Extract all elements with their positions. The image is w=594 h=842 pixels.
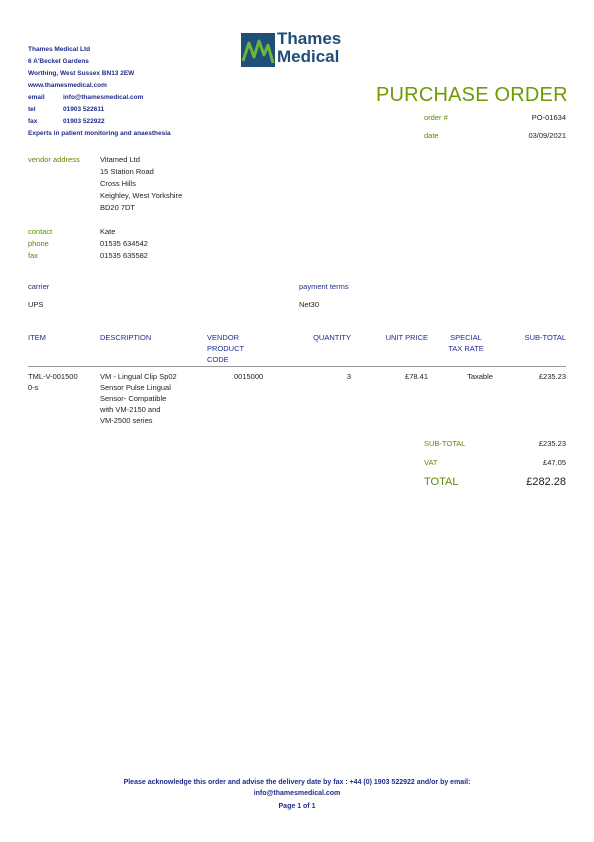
carrier-value: UPS bbox=[28, 300, 44, 309]
vendor-line-1: 15 Station Road bbox=[100, 167, 154, 176]
order-number-value: PO-01634 bbox=[531, 113, 566, 122]
row-item-line-1: TML-V-001500 bbox=[28, 372, 78, 381]
vendor-fax-value: 01535 635582 bbox=[100, 251, 148, 260]
carrier-label: carrier bbox=[28, 282, 50, 291]
row-subtotal: £235.23 bbox=[538, 372, 566, 381]
company-tel: 01903 522611 bbox=[63, 106, 105, 113]
vat-label: VAT bbox=[424, 458, 438, 467]
vendor-address-label: vendor address bbox=[28, 155, 80, 164]
company-email: info@thamesmedical.com bbox=[63, 94, 144, 101]
company-fax-row bbox=[28, 116, 268, 128]
tel-label: tel bbox=[28, 106, 36, 113]
payment-terms-label: payment terms bbox=[299, 282, 349, 291]
vendor-line-2: Cross Hills bbox=[100, 179, 136, 188]
company-address-1: 6 A'Becket Gardens bbox=[28, 58, 89, 65]
company-email-row bbox=[28, 92, 268, 104]
row-desc-line-5: VM-2500 series bbox=[100, 416, 153, 425]
company-website: www.thamesmedical.com bbox=[28, 82, 107, 89]
footer-note bbox=[60, 777, 534, 799]
footer-line-2: info@thamesmedical.com bbox=[253, 790, 341, 797]
logo-wordmark bbox=[277, 30, 341, 66]
subtotal-value: £235.23 bbox=[538, 439, 566, 448]
header-quantity: QUANTITY bbox=[313, 333, 351, 342]
company-address-2: Worthing, West Sussex BN13 2EW bbox=[28, 70, 135, 77]
header-special-tax-rate bbox=[440, 332, 492, 354]
company-tel-row bbox=[28, 104, 268, 116]
phone-label: phone bbox=[28, 239, 49, 248]
company-name: Thames Medical Ltd bbox=[28, 46, 91, 53]
footer-line-1: Please acknowledge this order and advise the delivery date by fax : +44 (0) 1903 522922 and/or by email: bbox=[123, 779, 471, 786]
phone-value: 01535 634542 bbox=[100, 239, 148, 248]
row-desc-line-4: with VM-2150 and bbox=[100, 405, 161, 414]
vendor-address bbox=[100, 154, 182, 214]
contact-label: contact bbox=[28, 227, 53, 236]
row-desc-line-1: VM - Lingual Clip Sp02 bbox=[100, 372, 177, 381]
fax-label: fax bbox=[28, 118, 38, 125]
email-label: email bbox=[28, 94, 45, 101]
vendor-name: Vitamed Ltd bbox=[100, 155, 140, 164]
subtotal-label: SUB-TOTAL bbox=[424, 439, 466, 448]
contact-value: Kate bbox=[100, 227, 116, 236]
header-vendor-code-line-3: CODE bbox=[207, 355, 229, 364]
total-label: TOTAL bbox=[424, 476, 459, 488]
company-tagline: Experts in patient monitoring and anaesthesia bbox=[28, 130, 171, 137]
header-vendor-code-line-1: VENDOR bbox=[207, 333, 240, 342]
row-quantity: 3 bbox=[346, 372, 351, 381]
header-tax-line-1: SPECIAL bbox=[450, 333, 482, 342]
row-vendor-code: 0015000 bbox=[234, 372, 264, 381]
page-number: Page 1 of 1 bbox=[278, 803, 316, 810]
header-item: ITEM bbox=[28, 333, 46, 342]
row-item bbox=[28, 371, 78, 393]
order-number-label: order # bbox=[424, 113, 448, 122]
table-header-divider bbox=[28, 366, 566, 367]
row-tax: Taxable bbox=[467, 372, 493, 381]
vat-value: £47.05 bbox=[543, 458, 566, 467]
document-title: PURCHASE ORDER bbox=[376, 84, 568, 106]
vendor-line-4: BD20 7DT bbox=[100, 203, 136, 212]
logo-line-1: Thames bbox=[277, 29, 342, 48]
vendor-fax-label: fax bbox=[28, 251, 39, 260]
thames-medical-logo-icon bbox=[241, 33, 277, 69]
date-label: date bbox=[424, 131, 439, 140]
header-tax-line-2: TAX RATE bbox=[448, 344, 484, 353]
total-value: £282.28 bbox=[526, 476, 566, 488]
header-unit-price: UNIT PRICE bbox=[385, 333, 428, 342]
date-value: 03/09/2021 bbox=[528, 131, 566, 140]
row-unit-price: £78.41 bbox=[405, 372, 428, 381]
header-description: DESCRIPTION bbox=[100, 333, 152, 342]
company-info bbox=[28, 44, 268, 140]
vendor-line-3: Keighley, West Yorkshire bbox=[100, 191, 183, 200]
row-description bbox=[100, 371, 177, 426]
header-vendor-code-line-2: PRODUCT bbox=[207, 344, 245, 353]
logo-line-2: Medical bbox=[277, 47, 340, 66]
payment-terms-value: Net30 bbox=[299, 300, 320, 309]
row-desc-line-2: Sensor Pulse Lingual bbox=[100, 383, 171, 392]
company-fax: 01903 522922 bbox=[63, 118, 105, 125]
header-vendor-code bbox=[207, 332, 244, 365]
row-item-line-2: 0-s bbox=[28, 383, 39, 392]
header-subtotal: SUB-TOTAL bbox=[524, 333, 566, 342]
row-desc-line-3: Sensor- Compatible bbox=[100, 394, 167, 403]
